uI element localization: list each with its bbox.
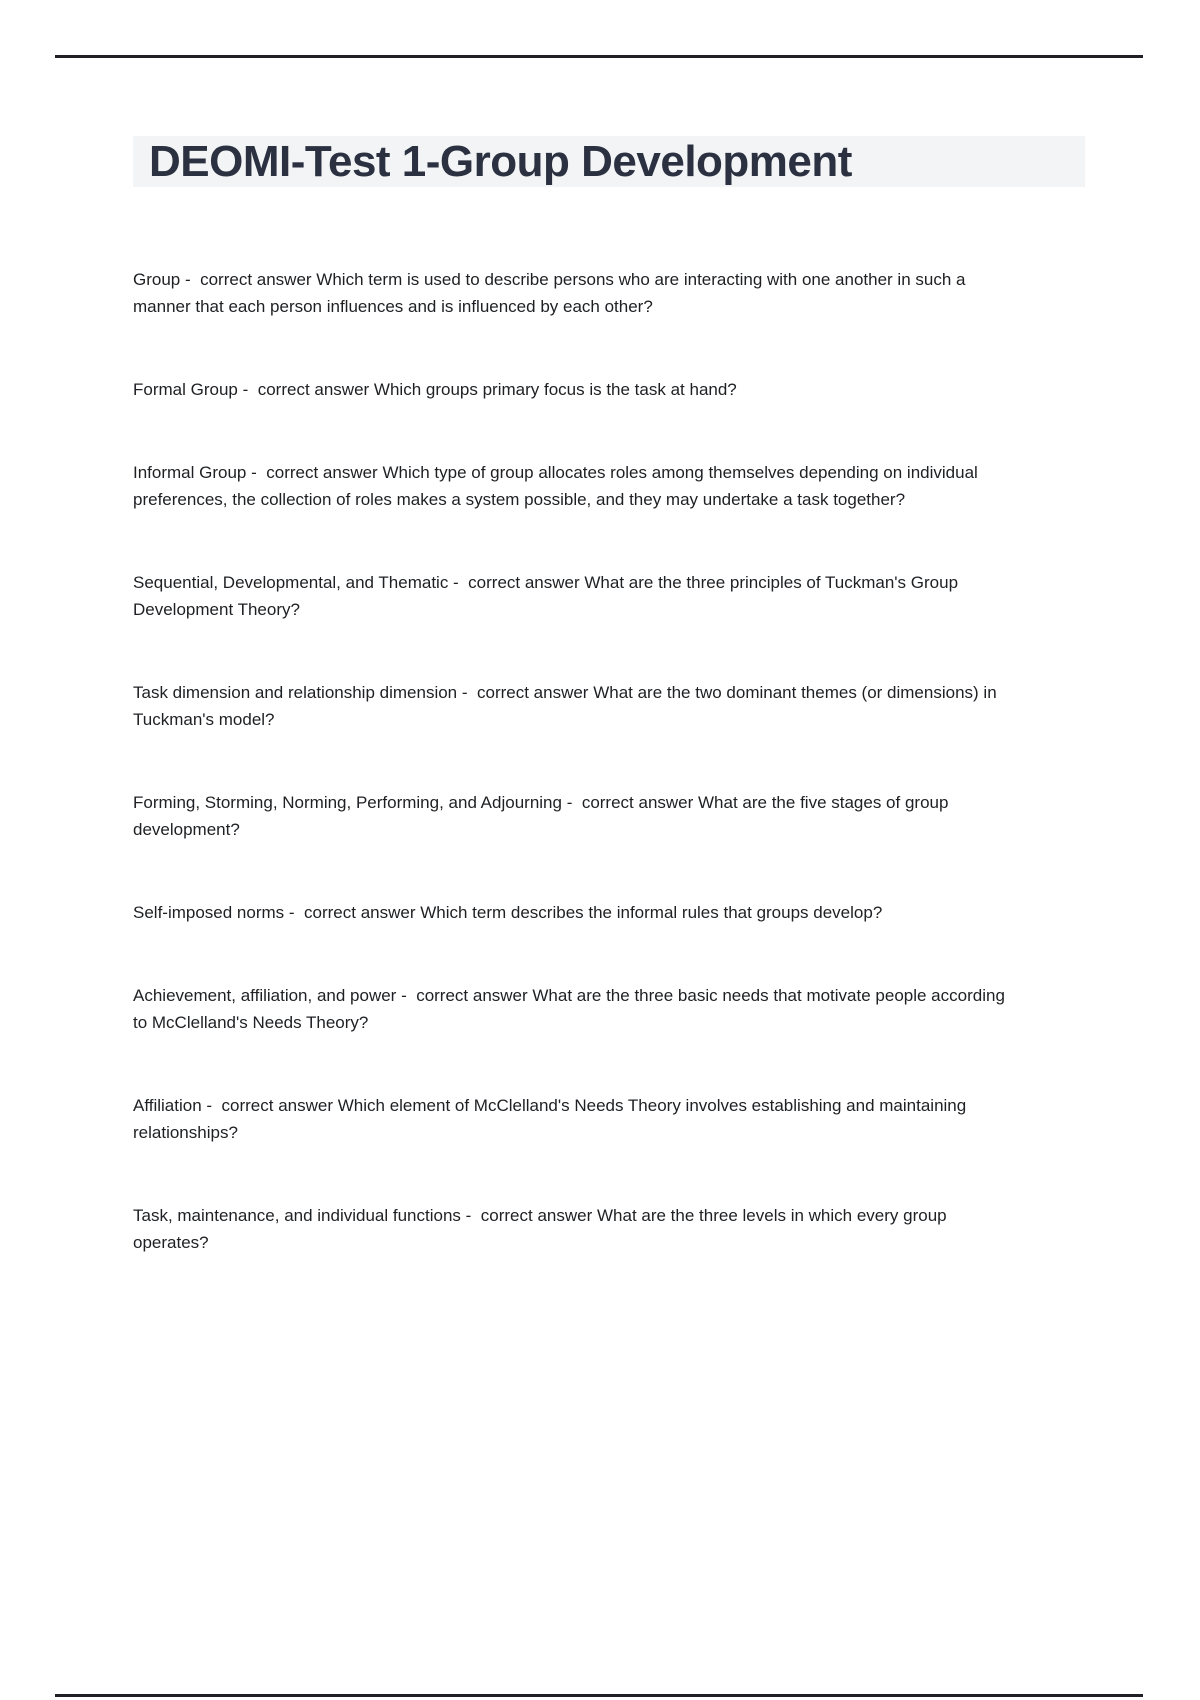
answer-prefix-text: correct answer [257, 380, 374, 399]
separator-text: - [457, 683, 477, 702]
separator-text: - [201, 1096, 222, 1115]
term-text: Group [133, 270, 181, 289]
qa-entry [133, 376, 1011, 403]
qa-list [133, 266, 1011, 1312]
separator-text: - [460, 1206, 481, 1225]
answer-prefix-text: correct answer [304, 903, 421, 922]
qa-entry [133, 569, 1011, 623]
qa-entry [133, 899, 1011, 926]
answer-prefix-text: correct answer [476, 683, 594, 702]
question-text: What are the five stages of group development? [133, 793, 954, 839]
separator-text: - [448, 573, 469, 592]
term-text: Formal Group [133, 380, 238, 399]
answer-prefix-text: correct answer [416, 986, 533, 1005]
question-text: Which element of McClelland's Needs Theory involves establishing and maintaining relationships? [133, 1096, 971, 1142]
question-text: What are the three basic needs that motivate people according to McClelland's Needs Theory? [133, 986, 1010, 1032]
separator-text: - [180, 270, 201, 289]
qa-entry [133, 679, 1011, 733]
question-text: What are the three principles of Tuckman's Group Development Theory? [133, 573, 963, 619]
answer-prefix-text: correct answer [266, 463, 383, 482]
page-title: DEOMI-Test 1-Group Development [149, 137, 852, 186]
term-text: Achievement, affiliation, and power [133, 986, 397, 1005]
separator-text: - [246, 463, 267, 482]
term-text: Task dimension and relationship dimension [133, 683, 458, 702]
term-text: Self-imposed norms [133, 903, 285, 922]
question-text: Which term is used to describe persons who are interacting with one another in such a manner that each person influences and is influenced by each other? [133, 270, 971, 316]
question-text: Which groups primary focus is the task at hand? [373, 380, 737, 399]
qa-entry [133, 982, 1011, 1036]
answer-prefix-text: correct answer [221, 1096, 338, 1115]
qa-entry [133, 459, 1011, 513]
qa-entry [133, 266, 1011, 320]
title-highlight-band [133, 136, 1085, 187]
question-text: What are the three levels in which every group operates? [133, 1206, 952, 1252]
answer-prefix-text: correct answer [468, 573, 585, 592]
term-text: Sequential, Developmental, and Thematic [133, 573, 449, 592]
qa-entry [133, 1092, 1011, 1146]
term-text: Informal Group [133, 463, 247, 482]
qa-entry [133, 1202, 1011, 1256]
answer-prefix-text: correct answer [581, 793, 699, 812]
bottom-horizontal-rule [55, 1694, 1143, 1697]
term-text: Forming, Storming, Norming, Performing, and Adjourning [133, 793, 562, 812]
qa-entry [133, 789, 1011, 843]
separator-text: - [237, 380, 258, 399]
top-horizontal-rule [55, 55, 1143, 58]
answer-prefix-text: correct answer [480, 1206, 597, 1225]
question-text: What are the two dominant themes (or dimensions) in Tuckman's model? [133, 683, 1002, 729]
separator-text: - [396, 986, 417, 1005]
question-text: Which term describes the informal rules that groups develop? [420, 903, 883, 922]
question-text: Which type of group allocates roles among themselves depending on individual preferences, the collection of roles makes a system possible, and they may undertake a task together? [133, 463, 983, 509]
term-text: Affiliation [133, 1096, 202, 1115]
separator-text: - [284, 903, 305, 922]
answer-prefix-text: correct answer [200, 270, 317, 289]
term-text: Task, maintenance, and individual functions [133, 1206, 461, 1225]
separator-text: - [561, 793, 582, 812]
